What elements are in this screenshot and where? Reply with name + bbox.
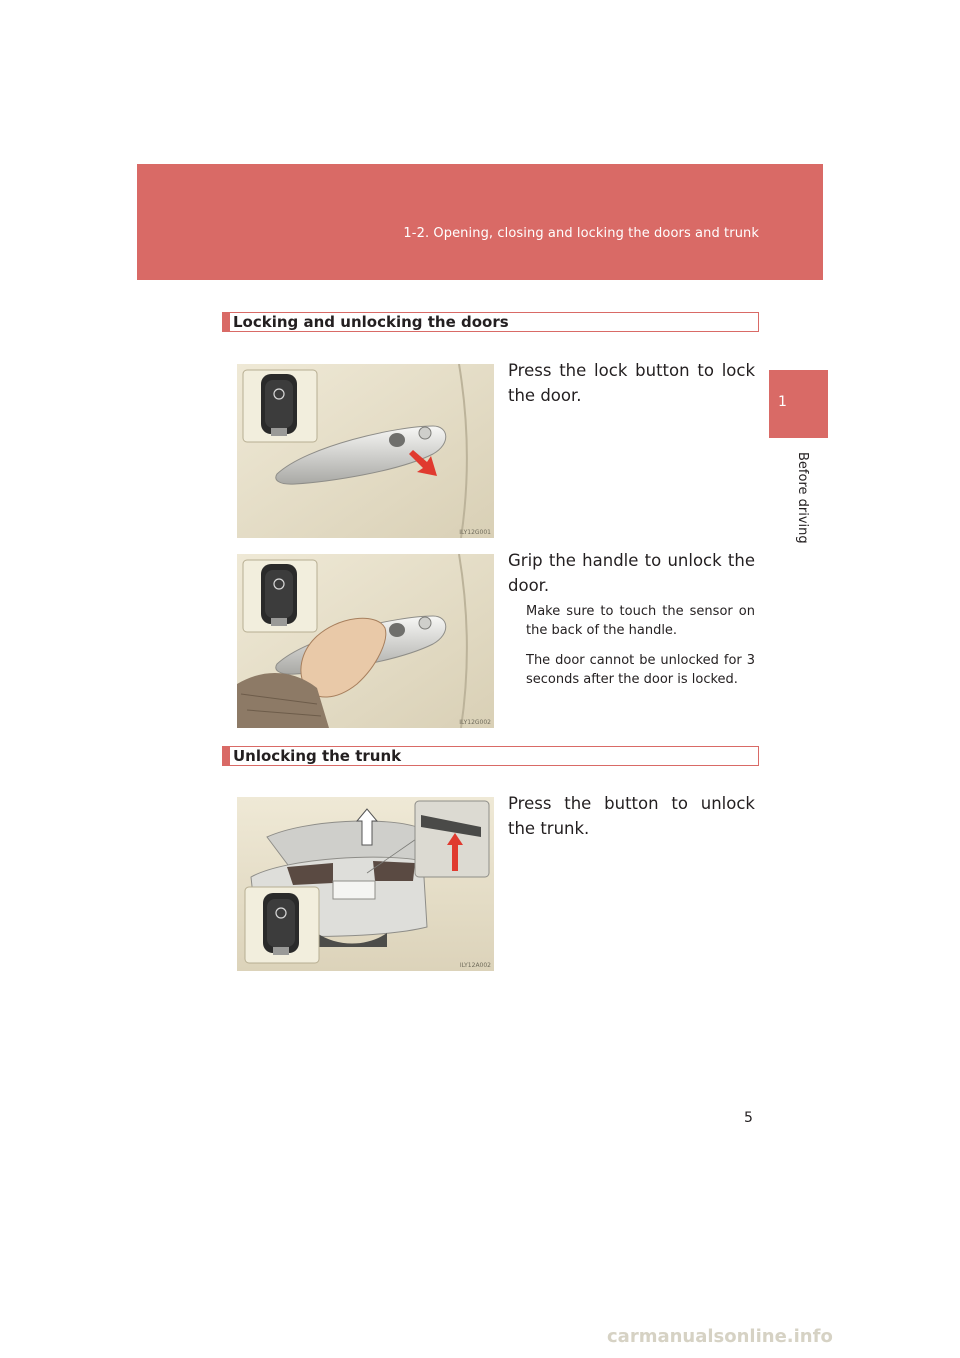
note-sensor: Make sure to touch the sensor on the back of the handle. bbox=[526, 604, 755, 638]
note-delay: The door cannot be unlocked for 3 seconds after the door is locked. bbox=[526, 653, 755, 687]
chapter-side-tab bbox=[769, 370, 828, 438]
chapter-side-label: Before driving bbox=[795, 452, 810, 544]
illustration-lock-door bbox=[237, 364, 494, 538]
step-text-trunk: Press the button to unlock the trunk. bbox=[508, 794, 755, 838]
section-heading-doors: Locking and unlocking the doors bbox=[222, 312, 759, 332]
step-text-lock: Press the lock button to lock the door. bbox=[508, 361, 755, 405]
illustration-unlock-trunk bbox=[237, 797, 494, 971]
illustration-unlock-door bbox=[237, 554, 494, 728]
chapter-number: 1 bbox=[778, 394, 787, 410]
image-code: ILY12G001 bbox=[459, 529, 491, 536]
page-number: 5 bbox=[744, 1110, 753, 1126]
chapter-header-title: 1-2. Opening, closing and locking the doors and trunk bbox=[403, 226, 759, 241]
section-heading-trunk: Unlocking the trunk bbox=[222, 746, 759, 766]
watermark: carmanualsonline.info bbox=[607, 1326, 833, 1347]
image-code: ILY12A002 bbox=[459, 962, 491, 969]
step-text-unlock: Grip the handle to unlock the door. bbox=[508, 551, 755, 595]
image-code: ILY12G002 bbox=[459, 719, 491, 726]
chapter-header-band bbox=[137, 164, 823, 280]
